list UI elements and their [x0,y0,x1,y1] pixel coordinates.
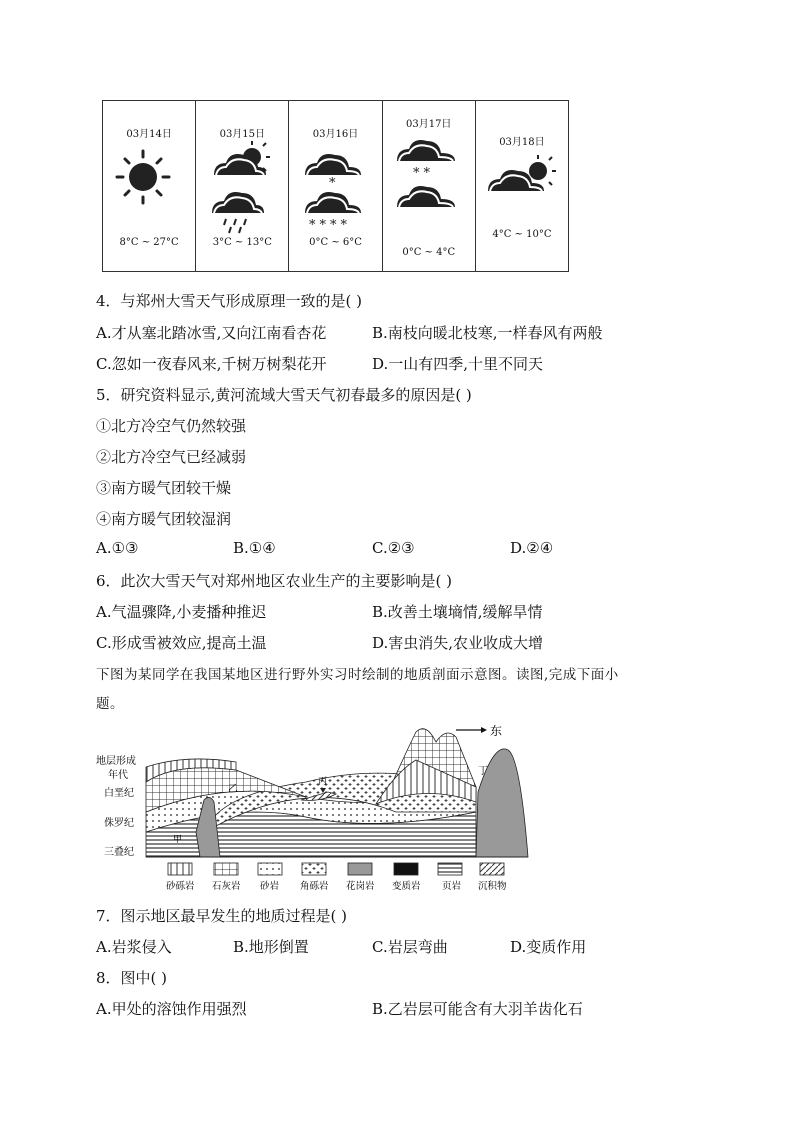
question-8-stem: 8．图中( ) [96,969,168,987]
period-cretaceous: 白垩纪 [104,788,134,799]
weather-temp: 4°C ~ 10°C [492,229,552,240]
figure-intro-line-2: 题。 [96,696,124,712]
weather-temp: 8°C ~ 27°C [119,237,179,248]
q4-option-c: C.忽如一夜春风来,千树万树梨花开 [96,355,327,373]
weather-date: 03月18日 [499,137,545,148]
legend-label: 砂砾岩 [166,881,195,892]
svg-text:*: * [329,176,336,191]
weather-date: 03月17日 [405,119,452,130]
legend-label: 花岗岩 [346,881,375,892]
q7-option-b: B.地形倒置 [233,938,309,956]
mark-ding: 丁 [478,766,488,777]
question-4-stem: 4．与郑州大雪天气形成原理一致的是( ) [96,292,363,310]
legend-label: 砂岩 [260,881,280,892]
weather-temp: 3°C ~ 13°C [212,237,272,248]
mark-jia: 甲 [173,835,183,845]
q5-statement-2: ②北方冷空气已经减弱 [96,448,247,466]
weather-date: 03月14日 [126,129,172,140]
mark-bing: 丙 [318,777,328,787]
question-5-stem: 5．研究资料显示,黄河流域大雪天气初春最多的原因是( ) [96,386,472,404]
weather-day-2 [196,101,289,271]
cloud-sun-icon [476,101,568,273]
weather-temp: 0°C ~ 4°C [402,247,456,258]
q4-option-b: B.南枝向暖北枝寒,一样春风有两般 [372,324,603,342]
svg-text:****: **** [309,218,352,233]
weather-day-3 [289,101,382,271]
legend-label: 变质岩 [392,881,421,892]
figure-intro-line-1: 下图为某同学在我国某地区进行野外实习时绘制的地质剖面示意图。读图,完成下面小 [96,667,619,683]
question-6-stem: 6．此次大雪天气对郑州地区农业生产的主要影响是( ) [96,572,453,590]
weather-temp: 0°C ~ 6°C [309,237,362,248]
geologic-cross-section [96,722,546,892]
q8-option-b: B.乙岩层可能含有大羽羊齿化石 [372,1000,583,1018]
q8-option-a: A.甲处的溶蚀作用强烈 [96,1000,247,1018]
period-triassic: 三叠纪 [104,847,134,858]
y-axis-label-1: 地层形成 [96,756,136,767]
q6-option-c: C.形成雪被效应,提高土温 [96,634,267,652]
q5-option-b: B.①④ [233,539,276,557]
legend-label: 石灰岩 [212,881,241,892]
q6-option-d: D.害虫消失,农业收成大增 [372,634,544,652]
legend-label: 角砾岩 [300,881,329,892]
q7-option-d: D.变质作用 [510,938,587,956]
y-axis-label-2: 年代 [108,770,128,781]
q4-option-a: A.才从塞北踏冰雪,又向江南看杏花 [96,324,327,342]
q5-statement-4: ④南方暖气团较湿润 [96,510,232,528]
question-7-stem: 7．图示地区最早发生的地质过程是( ) [96,907,348,925]
q5-statement-1: ①北方冷空气仍然较强 [96,417,247,435]
mark-yi: 乙 [228,784,238,795]
weather-forecast-table [102,100,569,272]
q5-option-c: C.②③ [372,539,415,557]
q6-option-b: B.改善土壤墒情,缓解旱情 [372,603,543,621]
svg-text:**: ** [412,166,434,181]
period-jurassic: 侏罗纪 [104,818,134,829]
weather-day-1 [103,101,196,271]
q7-option-a: A.岩浆侵入 [96,938,172,956]
q5-option-a: A.①③ [96,539,139,557]
weather-day-4 [383,101,476,271]
q5-statement-3: ③南方暖气团较干燥 [96,479,232,497]
legend-label: 页岩 [442,881,462,892]
legend [166,863,507,892]
q7-option-c: C.岩层弯曲 [372,938,448,956]
q6-option-a: A.气温骤降,小麦播种推迟 [96,603,267,621]
q4-option-d: D.一山有四季,十里不同天 [372,355,544,373]
east-label: 东 [490,724,503,738]
legend-label: 沉积物 [478,881,507,892]
weather-date: 03月16日 [312,129,359,140]
q5-option-d: D.②④ [510,539,554,557]
weather-date: 03月15日 [219,129,266,140]
weather-day-5 [476,101,568,271]
